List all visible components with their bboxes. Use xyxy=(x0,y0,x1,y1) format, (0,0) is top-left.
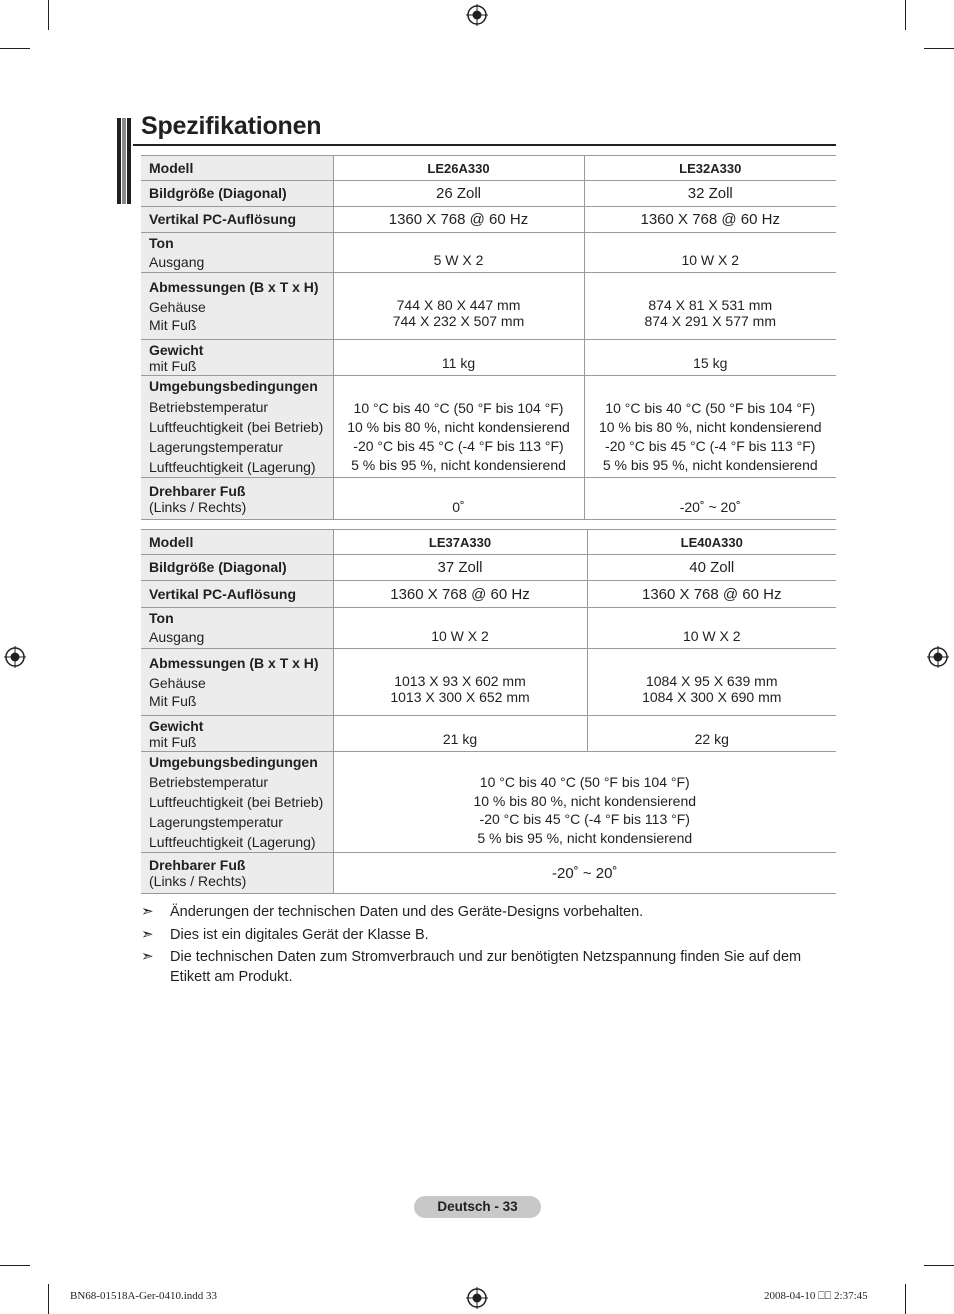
registration-mark-icon xyxy=(4,646,26,668)
table-row xyxy=(141,478,836,520)
label-dim-stand: Mit Fuß xyxy=(149,693,197,709)
note-item xyxy=(141,925,821,945)
dimension-housing-value: 1084 X 95 X 639 mm xyxy=(645,673,778,689)
table-row xyxy=(141,581,836,608)
model-name: LE26A330 xyxy=(333,156,584,181)
label-screen-size: Bildgröße (Diagonal) xyxy=(141,181,333,207)
label-weight-stand: mit Fuß xyxy=(149,357,197,374)
label-swivel-direction: (Links / Rechts) xyxy=(149,498,247,515)
swivel-value: 0˚ xyxy=(333,478,584,520)
resolution-value: 1360 X 768 @ 60 Hz xyxy=(587,581,836,608)
label-dimensions: Abmessungen (B x T x H) xyxy=(149,279,319,295)
table-row xyxy=(141,340,836,376)
note-text: Die technischen Daten zum Stromverbrauch und zur benötigten Netzspannung finden Sie auf dem Etikett am Produkt. xyxy=(170,949,802,985)
sound-value: 10 W X 2 xyxy=(333,608,587,649)
note-item xyxy=(141,947,821,987)
label-env-operating-humidity: Luftfeuchtigkeit (bei Betrieb) xyxy=(149,419,324,435)
label-sound-output: Ausgang xyxy=(149,253,205,270)
env-operating-temp-value: 10 °C bis 40 °C (50 °F bis 104 °F) xyxy=(605,399,816,416)
env-operating-temp-value: 10 °C bis 40 °C (50 °F bis 104 °F) xyxy=(479,774,690,790)
resolution-value: 1360 X 768 @ 60 Hz xyxy=(584,207,836,233)
page-title: Spezifikationen xyxy=(141,112,322,140)
label-env-storage-humidity: Luftfeuchtigkeit (Lagerung) xyxy=(149,459,316,475)
label-sound: Ton xyxy=(149,234,174,251)
label-env-operating-temp: Betriebstemperatur xyxy=(149,399,269,415)
label-dim-housing: Gehäuse xyxy=(149,675,206,691)
label-screen-size: Bildgröße (Diagonal) xyxy=(141,555,333,581)
env-storage-humidity-value: 5 % bis 95 %, nicht kondensierend xyxy=(477,829,693,846)
env-operating-humidity-value: 10 % bis 80 %, nicht kondensierend xyxy=(347,418,570,435)
table-row xyxy=(141,853,836,894)
env-storage-temp-value: -20 °C bis 45 °C (-4 °F bis 113 °F) xyxy=(353,437,564,454)
resolution-value: 1360 X 768 @ 60 Hz xyxy=(333,207,584,233)
spec-table-1 xyxy=(141,155,836,520)
table-row xyxy=(141,273,836,340)
weight-value: 11 kg xyxy=(333,340,584,376)
sound-value: 5 W X 2 xyxy=(333,233,584,273)
env-operating-humidity-value: 10 % bis 80 %, nicht kondensierend xyxy=(473,792,697,809)
label-sound-output: Ausgang xyxy=(149,629,205,645)
label-weight: Gewicht xyxy=(149,341,204,358)
table-row xyxy=(141,752,836,853)
crop-mark xyxy=(0,1265,30,1266)
registration-mark-icon xyxy=(466,1287,488,1309)
model-name: LE32A330 xyxy=(584,156,836,181)
note-text: Änderungen der technischen Daten und des Geräte-Designs vorbehalten. xyxy=(170,904,644,920)
dimension-housing-value: 874 X 81 X 531 mm xyxy=(648,297,773,313)
swivel-value: -20˚ ~ 20˚ xyxy=(333,853,836,894)
label-dim-housing: Gehäuse xyxy=(149,299,206,315)
table-row xyxy=(141,530,836,555)
env-storage-temp-value: -20 °C bis 45 °C (-4 °F bis 113 °F) xyxy=(479,811,690,827)
crop-mark xyxy=(48,0,49,30)
weight-value: 21 kg xyxy=(333,716,587,752)
label-env-operating-temp: Betriebstemperatur xyxy=(149,774,269,790)
screen-size-value: 40 Zoll xyxy=(587,555,836,581)
table-row xyxy=(141,608,836,649)
arrow-icon: ➣ xyxy=(141,903,154,920)
table-row xyxy=(141,716,836,752)
swivel-value: -20˚ ~ 20˚ xyxy=(584,478,836,520)
label-env-operating-humidity: Luftfeuchtigkeit (bei Betrieb) xyxy=(149,794,324,810)
table-row xyxy=(141,376,836,478)
title-divider xyxy=(133,144,836,146)
label-env-storage-humidity: Luftfeuchtigkeit (Lagerung) xyxy=(149,834,316,850)
weight-value: 15 kg xyxy=(584,340,836,376)
model-name: LE37A330 xyxy=(333,530,587,555)
note-text: Dies ist ein digitales Gerät der Klasse B. xyxy=(170,927,429,943)
model-name: LE40A330 xyxy=(587,530,836,555)
crop-mark xyxy=(0,48,30,49)
dimension-housing-value: 744 X 80 X 447 mm xyxy=(396,297,521,313)
label-swivel: Drehbarer Fuß xyxy=(149,482,246,499)
sound-value: 10 W X 2 xyxy=(584,233,836,273)
weight-value: 22 kg xyxy=(587,716,836,752)
env-operating-humidity-value: 10 % bis 80 %, nicht kondensierend xyxy=(598,418,822,435)
resolution-value: 1360 X 768 @ 60 Hz xyxy=(333,581,587,608)
label-swivel-direction: (Links / Rechts) xyxy=(149,873,247,889)
label-model: Modell xyxy=(141,156,333,181)
dimension-stand-value: 874 X 291 X 577 mm xyxy=(644,313,777,329)
table-row xyxy=(141,156,836,181)
registration-mark-icon xyxy=(927,646,949,668)
screen-size-value: 32 Zoll xyxy=(584,181,836,207)
env-operating-temp-value: 10 °C bis 40 °C (50 °F bis 104 °F) xyxy=(353,399,564,416)
crop-mark xyxy=(924,1265,954,1266)
label-dim-stand: Mit Fuß xyxy=(149,317,197,333)
footer-timestamp: 2008-04-10 ⎕⎕ 2:37:45 xyxy=(764,1290,868,1302)
footer-file-info: BN68-01518A-Ger-0410.indd 33 xyxy=(70,1290,218,1302)
spec-table-2 xyxy=(141,529,836,894)
label-weight: Gewicht xyxy=(149,717,204,734)
dimension-stand-value: 1013 X 300 X 652 mm xyxy=(390,689,530,705)
dimension-stand-value: 744 X 232 X 507 mm xyxy=(392,313,525,329)
arrow-icon: ➣ xyxy=(141,948,154,965)
env-storage-humidity-value: 5 % bis 95 %, nicht kondensierend xyxy=(351,456,566,473)
registration-mark-icon xyxy=(466,4,488,26)
title-side-bar xyxy=(117,118,131,204)
dimension-stand-value: 1084 X 300 X 690 mm xyxy=(642,689,782,705)
table-row xyxy=(141,555,836,581)
label-model: Modell xyxy=(141,530,333,555)
crop-mark xyxy=(48,1284,49,1314)
label-pc-resolution: Vertikal PC-Auflösung xyxy=(141,581,333,608)
label-dimensions: Abmessungen (B x T x H) xyxy=(149,655,319,671)
dimension-housing-value: 1013 X 93 X 602 mm xyxy=(394,673,526,689)
table-row xyxy=(141,181,836,207)
label-sound: Ton xyxy=(149,610,174,626)
label-pc-resolution: Vertikal PC-Auflösung xyxy=(141,207,333,233)
sound-value: 10 W X 2 xyxy=(587,608,836,649)
table-row xyxy=(141,649,836,716)
label-env-storage-temp: Lagerungstemperatur xyxy=(149,439,283,455)
env-storage-humidity-value: 5 % bis 95 %, nicht kondensierend xyxy=(602,456,818,473)
table-row xyxy=(141,233,836,273)
screen-size-value: 37 Zoll xyxy=(333,555,587,581)
label-swivel: Drehbarer Fuß xyxy=(149,857,246,873)
crop-mark xyxy=(924,48,954,49)
label-weight-stand: mit Fuß xyxy=(149,733,197,750)
label-env-storage-temp: Lagerungstemperatur xyxy=(149,814,283,830)
note-item xyxy=(141,902,821,922)
env-storage-temp-value: -20 °C bis 45 °C (-4 °F bis 113 °F) xyxy=(605,437,816,454)
table-row xyxy=(141,207,836,233)
arrow-icon: ➣ xyxy=(141,926,154,943)
page-number: Deutsch - 33 xyxy=(414,1196,541,1218)
screen-size-value: 26 Zoll xyxy=(333,181,584,207)
label-environment: Umgebungsbedingungen xyxy=(149,754,318,770)
crop-mark xyxy=(905,1284,906,1314)
crop-mark xyxy=(905,0,906,30)
label-environment: Umgebungsbedingungen xyxy=(149,378,318,394)
